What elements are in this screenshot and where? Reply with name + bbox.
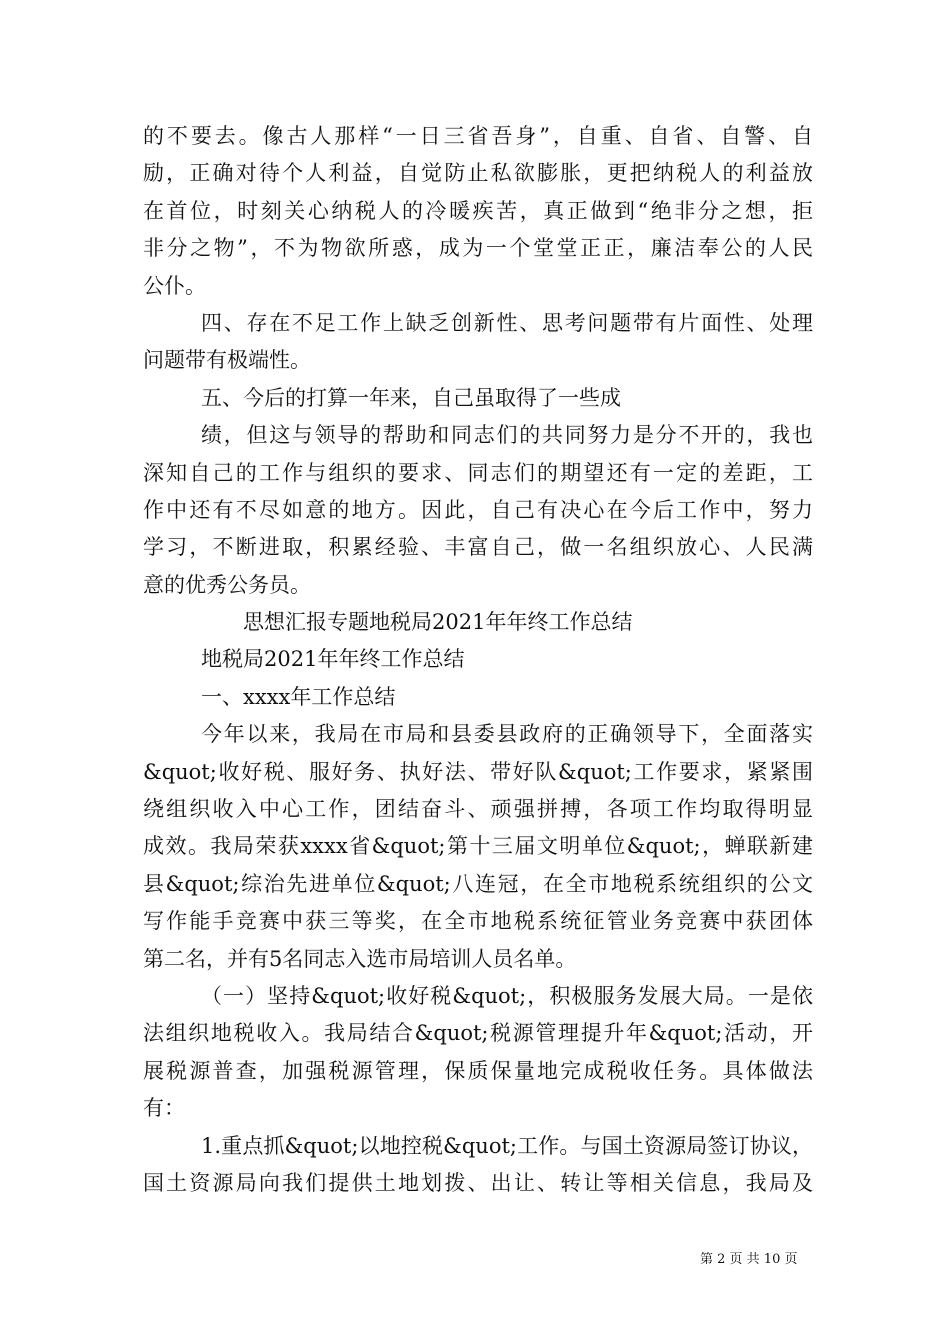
text-line: 励，正确对待个人利益，自觉防止私欲膨胀，更把纳税人的利益放 — [143, 161, 813, 186]
text-line: （一）坚持&quot;收好税&quot;，积极服务发展大局。一是依 — [201, 983, 813, 1008]
page-number-footer: 第 2 页 共 10 页 — [700, 1252, 798, 1267]
text-line: 的不要去。像古人那样“一日三省吾身”，自重、自省、自警、自 — [143, 124, 813, 148]
text-line: 法组织地税收入。我局结合&quot;税源管理提升年&quot;活动，开 — [143, 1021, 813, 1046]
text-line: 一、xxxx年工作总结 — [201, 684, 396, 709]
document-body — [143, 118, 813, 1202]
text-line: 地税局2021年年终工作总结 — [201, 647, 465, 672]
text-line: 意的优秀公务员。 — [143, 572, 311, 597]
text-line: 有： — [143, 1096, 185, 1121]
text-line: 第二名，并有5名同志入选市局培训人员名单。 — [143, 946, 577, 971]
text-line: 作中还有不尽如意的地方。因此，自己有决心在今后工作中，努力 — [143, 497, 813, 522]
text-line: &quot;收好税、服好务、执好法、带好队&quot;工作要求，紧紧围 — [143, 759, 813, 784]
text-line: 绕组织收入中心工作，团结奋斗、顽强拼搏，各项工作均取得明显 — [143, 797, 813, 822]
text-line: 学习，不断进取，积累经验、丰富自己，做一名组织放心、人民满 — [143, 535, 813, 560]
text-line: 非分之物”，不为物欲所惑，成为一个堂堂正正，廉洁奉公的人民 — [143, 236, 813, 261]
text-line: 展税源普查，加强税源管理，保质保量地完成税收任务。具体做法 — [143, 1058, 813, 1083]
text-line: 五、今后的打算一年来，自己虽取得了一些成 — [201, 385, 621, 410]
text-line: 绩，但这与领导的帮助和同志们的共同努力是分不开的，我也 — [201, 423, 813, 448]
text-line: 问题带有极端性。 — [143, 348, 311, 373]
text-line: 公仆。 — [143, 273, 206, 298]
text-line: 在首位，时刻关心纳税人的冷暖疾苦，真正做到“绝非分之想，拒 — [143, 198, 813, 223]
text-line: 深知自己的工作与组织的要求、同志们的期望还有一定的差距，工 — [143, 460, 813, 485]
text-line: 四、存在不足工作上缺乏创新性、思考问题带有片面性、处理 — [201, 310, 813, 335]
text-line: 成效。我局荣获xxxx省&quot;第十三届文明单位&quot;，蝉联新建 — [143, 834, 813, 859]
text-line: 今年以来，我局在市局和县委县政府的正确领导下，全面落实 — [201, 722, 813, 747]
text-line: 写作能手竞赛中获三等奖，在全市地税系统征管业务竞赛中获团体 — [143, 909, 813, 934]
text-line: 思想汇报专题地税局2021年年终工作总结 — [243, 610, 633, 635]
text-line: 1.重点抓&quot;以地控税&quot;工作。与国土资源局签订协议， — [201, 1133, 813, 1158]
text-line: 县&quot;综治先进单位&quot;八连冠，在全市地税系统组织的公文 — [143, 871, 813, 896]
text-line: 国土资源局向我们提供土地划拨、出让、转让等相关信息，我局及 — [143, 1170, 813, 1195]
